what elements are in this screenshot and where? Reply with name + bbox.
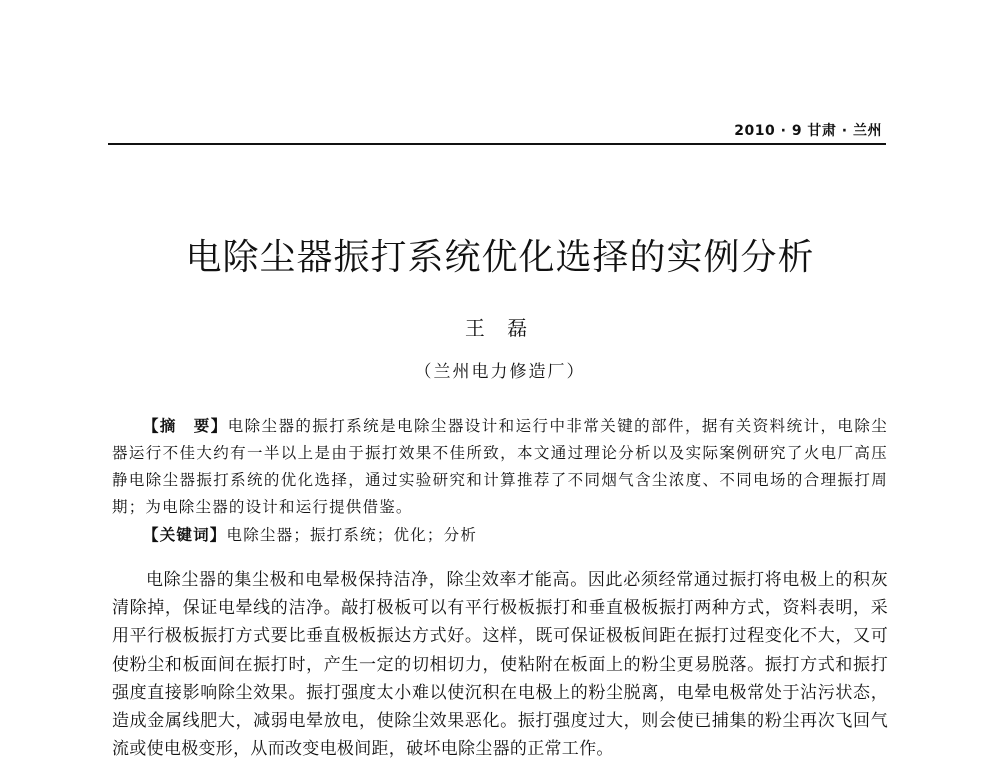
author-affiliation: （兰州电力修造厂） xyxy=(414,362,586,382)
abstract-label: 【摘 要】 xyxy=(143,416,228,435)
abstract-paragraph xyxy=(112,412,888,521)
abstract-text: 电除尘器的振打系统是电除尘器设计和运行中非常关键的部件，据有关资料统计，电除尘器运行不佳大约有一半以上是由于振打效果不佳所致，本文通过理论分析以及实际案例研究了火电厂高压静电除尘器振打系统的优化选择，通过实验研究和计算推荐了不同烟气含尘浓度、不同电场的合理振打周期；为电除尘器的设计和运行提供借鉴。 xyxy=(112,417,888,516)
header-rule xyxy=(108,143,886,145)
body-paragraph: 电除尘器的集尘极和电晕极保持洁净，除尘效率才能高。因此必须经常通过振打将电极上的积灰清除掉，保证电晕线的洁净。敲打极板可以有平行极板振打和垂直极板振打两种方式，资料表明，采用平行极板振打方式要比垂直极板振达方式好。这样，既可保证极板间距在振打过程变化不大，又可使粉尘和板面间在振打时，产生一定的切相切力，使粘附在板面上的粉尘更易脱落。振打方式和振打强度直接影响除尘效果。振打强度太小难以使沉积在电极上的粉尘脱离，电晕电极常处于沾污状态，造成金属线肥大，减弱电晕放电，使除尘效果恶化。振打强度过大，则会使已捕集的粉尘再次飞回气流或使电极变形，从而改变电极间距，破坏电除尘器的正常工作。 xyxy=(112,570,888,760)
abstract-block xyxy=(112,412,888,549)
keywords-text: 电除尘器；振打系统；优化；分析 xyxy=(226,526,478,544)
article-title: 电除尘器振打系统优化选择的实例分析 xyxy=(185,237,815,278)
author-name: 王 磊 xyxy=(464,316,536,340)
running-head: 2010 · 9 甘肃 · 兰州 xyxy=(734,123,882,139)
body-text xyxy=(112,566,888,763)
keywords-paragraph xyxy=(112,521,888,549)
keywords-label: 【关键词】 xyxy=(143,525,227,544)
